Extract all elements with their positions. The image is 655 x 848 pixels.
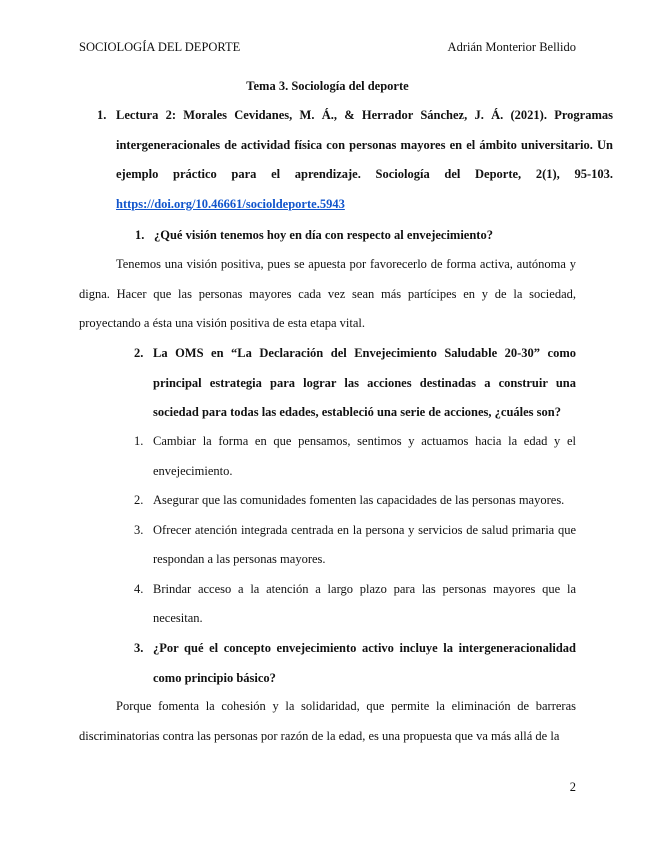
list-item — [134, 427, 576, 486]
list-item-number: 4. — [134, 581, 144, 596]
answer-1: Tenemos una visión positiva, pues se apuesta por favorecerlo de forma activa, autónoma y digna. Hacer que las personas mayores cada vez sean más partícipes en y de la sociedad, proyectando a ésta una visión positiva de esta etapa vital. — [79, 257, 576, 330]
list-item-text: Ofrecer atención integrada centrada en la persona y servicios de salud primaria que respondan a las personas mayores. — [153, 522, 576, 566]
reading-citation: Lectura 2: Morales Cevidanes, M. Á., & Herrador Sánchez, J. Á. (2021). Programas intergeneracionales de actividad física con personas mayores en el ámbito universitario. Un ejemplo práctico para el aprendizaje. Sociología del Deporte, 2(1), 95-103. — [116, 108, 613, 181]
question-1-number: 1. — [135, 228, 145, 242]
list-item-number: 2. — [134, 493, 144, 507]
question-2 — [79, 339, 576, 428]
list-item — [134, 516, 576, 575]
question-1 — [79, 221, 576, 251]
reading-reference — [79, 101, 613, 219]
list-item-text: Cambiar la forma en que pensamos, sentimos y actuamos hacia la edad y el envejecimiento. — [153, 434, 576, 478]
list-item-text: Asegurar que las comunidades fomenten las capacidades de las personas mayores. — [153, 493, 565, 507]
question-2-number: 2. — [134, 346, 144, 360]
doi-link[interactable]: https://doi.org/10.46661/socioldeporte.5943 — [116, 196, 345, 211]
question-3 — [79, 634, 576, 693]
list-item-number: 1. — [134, 434, 144, 448]
list-item-text: Brindar acceso a la atención a largo plazo para las personas mayores que la necesitan. — [153, 581, 576, 625]
list-item-number: 3. — [134, 522, 144, 537]
question-1-text: ¿Qué visión tenemos hoy en día con respecto al envejecimiento? — [154, 228, 493, 242]
answer-2-list — [79, 427, 576, 634]
page-number: 2 — [569, 780, 576, 794]
document-title: Tema 3. Sociología del deporte — [246, 79, 409, 93]
question-3-text: ¿Por qué el concepto envejecimiento activo incluye la intergeneracionalidad como principio básico? — [153, 641, 576, 685]
list-item — [134, 575, 576, 634]
reading-number: 1. — [97, 108, 107, 122]
answer-3: Porque fomenta la cohesión y la solidaridad, que permite la eliminación de barreras discriminatorias contra las personas por razón de la edad, es una propuesta que va más allá de la — [79, 699, 576, 743]
question-2-text: La OMS en “La Declaración del Envejecimiento Saludable 20-30” como principal estrategia para lograr las acciones destinadas a construir una sociedad para todas las edades, estableció una serie de acciones, ¿cuáles son? — [153, 346, 576, 419]
running-header-right: Adrián Monterior Bellido — [447, 40, 576, 54]
list-item — [134, 486, 576, 516]
running-header-left: SOCIOLOGÍA DEL DEPORTE — [79, 40, 241, 54]
question-3-number: 3. — [134, 641, 144, 655]
